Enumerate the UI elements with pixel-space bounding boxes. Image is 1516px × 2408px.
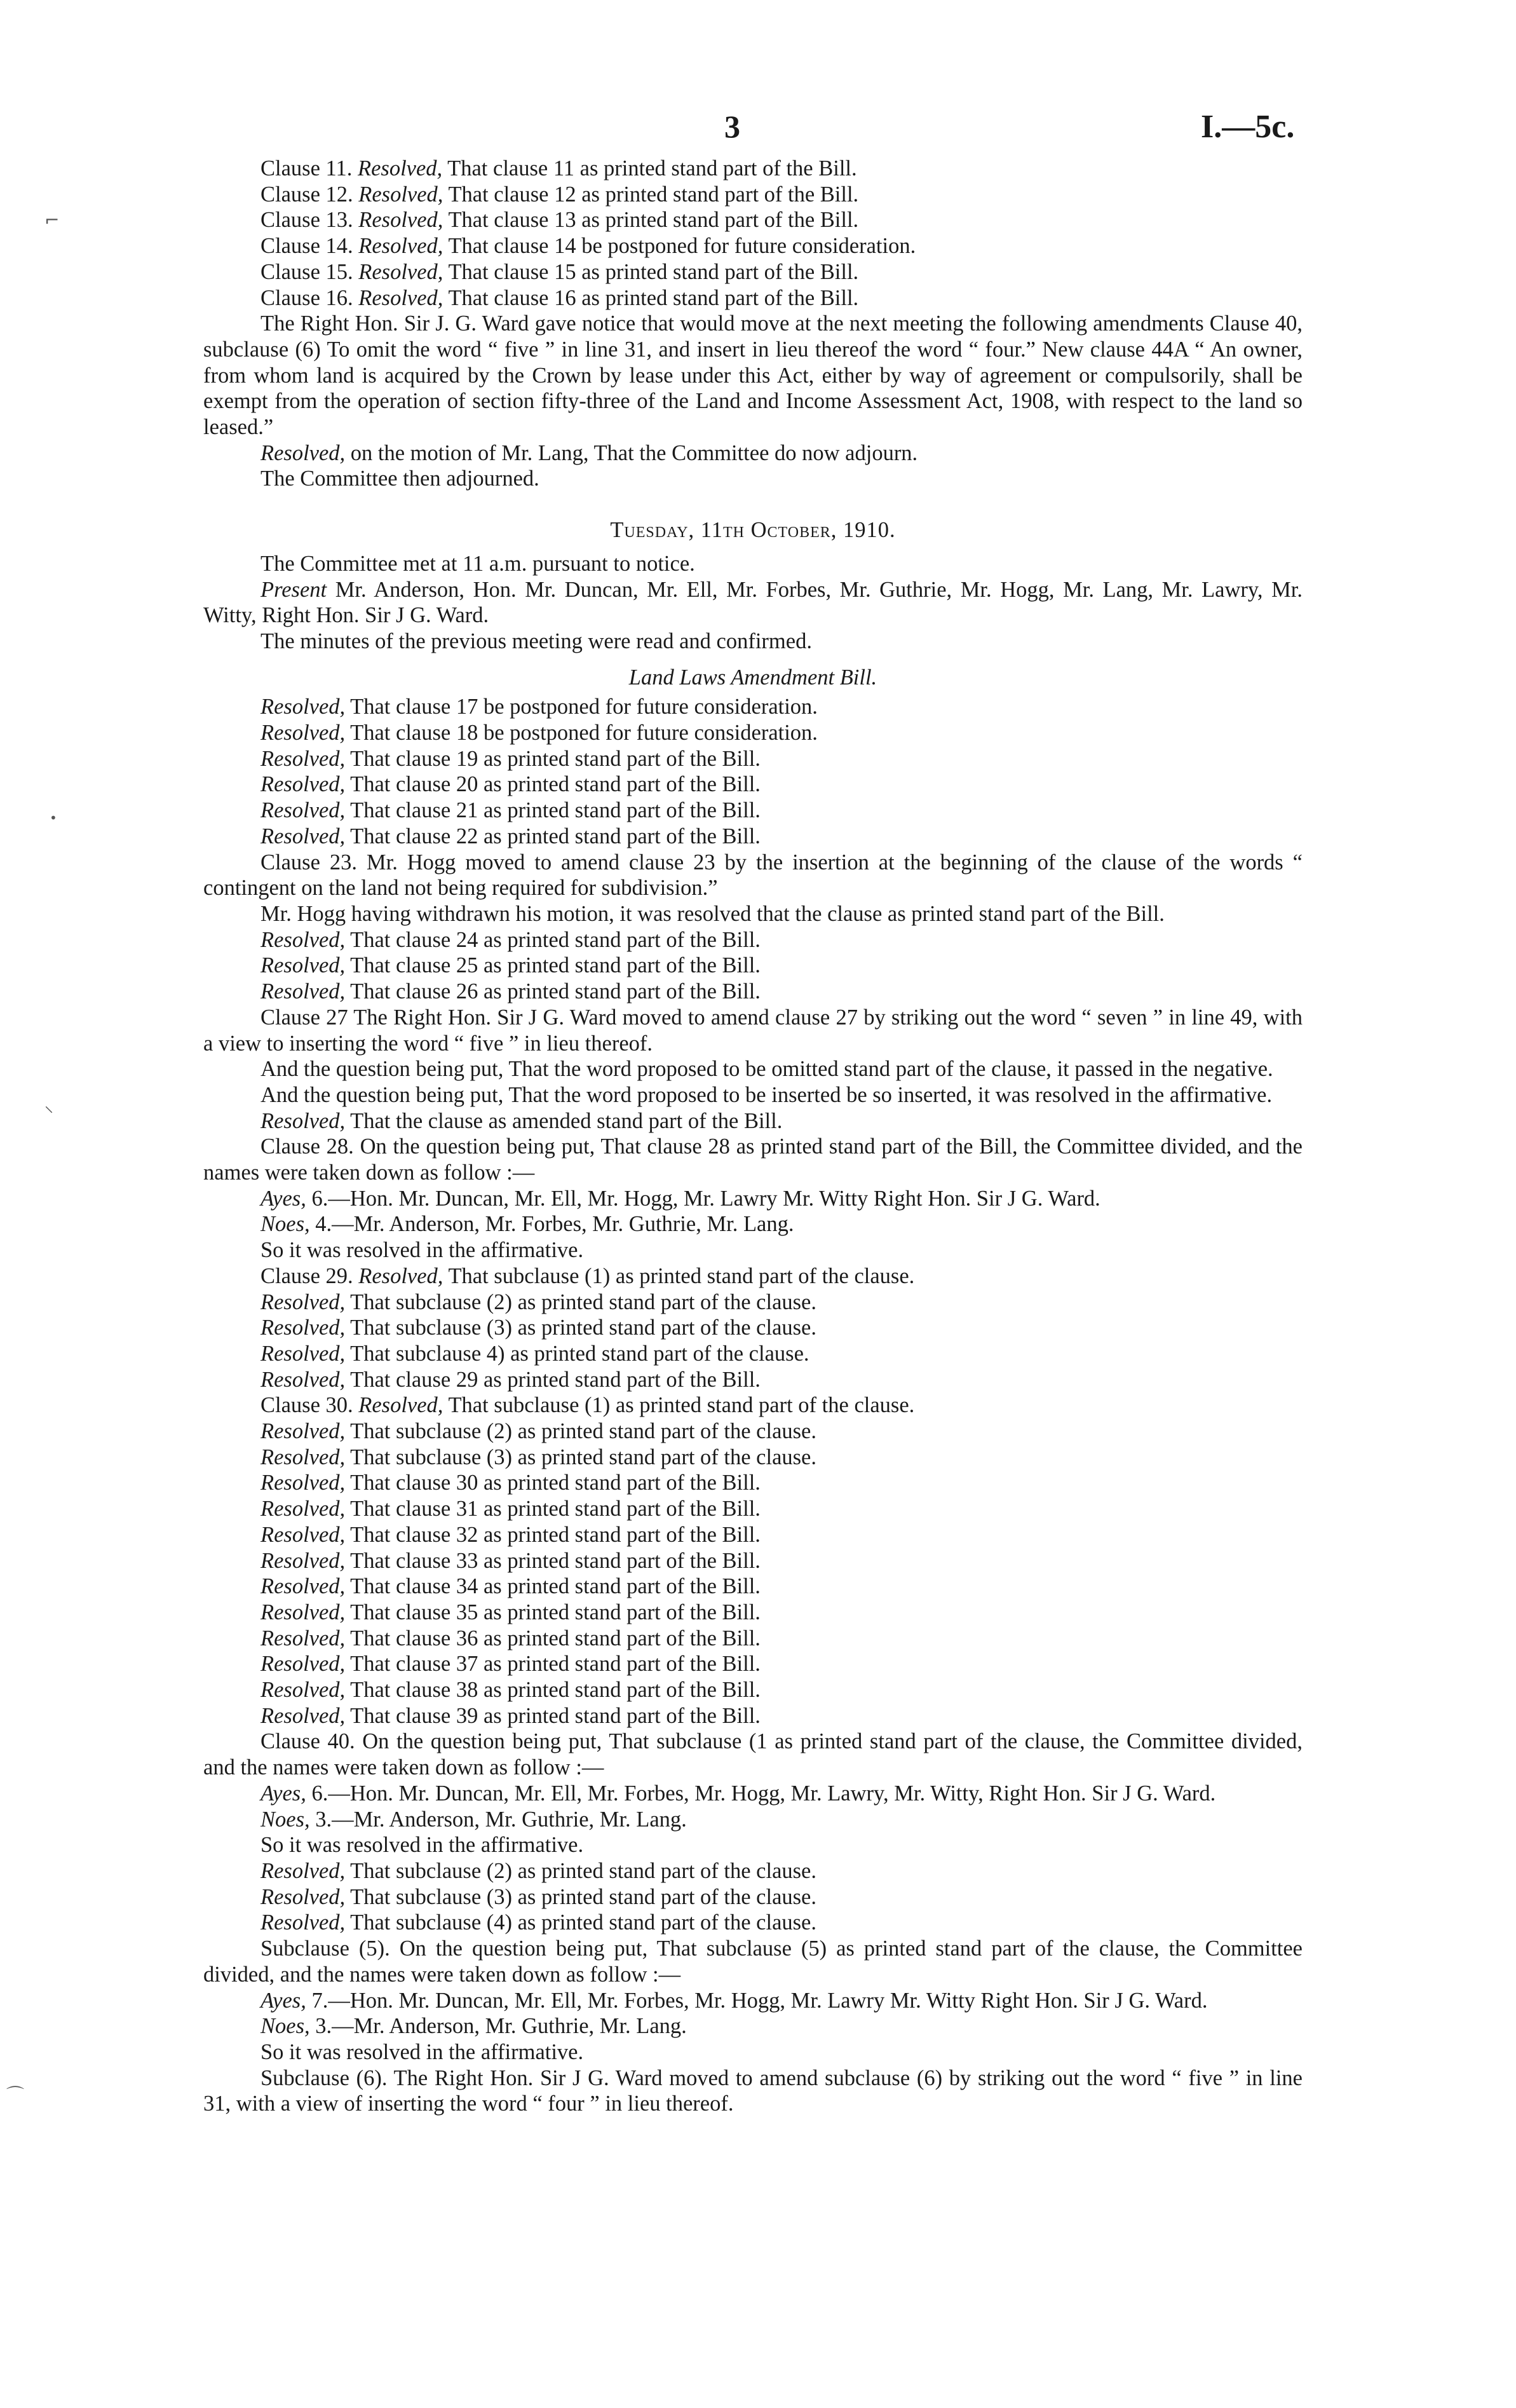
- hogg-withdrawn: Mr. Hogg having withdrawn his motion, it was resolved that the clause as printed stand part of the Bill.: [261, 901, 1165, 926]
- vote-noes: Noes, 3.—Mr. Anderson, Mr. Guthrie, Mr. Lang.: [261, 2014, 687, 2039]
- resolution-list-17-22: [203, 694, 1303, 849]
- clause-23-motion: Clause 23. Mr. Hogg moved to amend clause 23 by the insertion at the beginning of the clause of the words “ contingent on the land not being required for subdivision.”: [203, 850, 1303, 901]
- vote-noes: Noes, 4.—Mr. Anderson, Mr. Forbes, Mr. Guthrie, Mr. Lang.: [261, 1212, 794, 1237]
- clause-27-motion: Clause 27 The Right Hon. Sir J G. Ward moved to amend clause 27 by striking out the word “ seven ” in line 49, with a view to inserting the word “ five ” in lieu thereof.: [203, 1005, 1303, 1056]
- meeting-opened: The Committee met at 11 a.m. pursuant to notice.: [261, 551, 695, 576]
- page-number: 3: [724, 109, 740, 144]
- question-omit: And the question being put, That the word proposed to be omitted stand part of the clause, it passed in the negative.: [261, 1057, 1273, 1082]
- meeting-date-heading: Tuesday, 11th October, 1910.: [610, 518, 896, 543]
- resolution-line: Resolved, That clause 19 as printed stand part of the Bill.: [261, 746, 761, 771]
- resolution-list-30-39: [203, 1418, 1303, 1729]
- resolution-line: Clause 15. Resolved, That clause 15 as printed stand part of the Bill.: [261, 259, 859, 284]
- resolution-line: Resolved, That subclause (3) as printed stand part of the clause.: [261, 1316, 816, 1340]
- minutes-confirmed: The minutes of the previous meeting were read and confirmed.: [261, 629, 812, 653]
- resolution-line: Clause 11. Resolved, That clause 11 as printed stand part of the Bill.: [261, 156, 857, 180]
- parliamentary-paper-reference: I.—5c.: [1201, 109, 1295, 145]
- scan-mark: ⸜: [44, 1095, 54, 1116]
- resolution-list-40: [203, 1858, 1303, 1936]
- vote-ayes: Ayes, 6.—Hon. Mr. Duncan, Mr. Ell, Mr. Forbes, Mr. Hogg, Mr. Lawry, Mr. Witty, Right Hon. Sir J G. Ward.: [261, 1781, 1216, 1806]
- resolution-list-24-26: [203, 927, 1303, 1005]
- question-insert: And the question being put, That the word proposed to be inserted be so inserted, it was resolved in the affirmative.: [261, 1082, 1273, 1107]
- clause-29-lead: Clause 29. Resolved, That subclause (1) as printed stand part of the clause.: [261, 1263, 915, 1288]
- resolution-line: Resolved, That clause 25 as printed stand part of the Bill.: [261, 953, 761, 978]
- ward-notice-paragraph: The Right Hon. Sir J. G. Ward gave notice that would move at the next meeting the following amendments Clause 40, subclause (6) To omit the word “ five ” in line 31, and insert in lieu thereof the word “ four.” New clause 44A “ An owner, from whom land is acquired by the Crown by lease under this Act, either by way of agreement or compulsorily, shall be exempt from the operation of section fifty-three of the Land and Income Assessment Act, 1908, with respect to the land so leased.”: [203, 311, 1303, 440]
- clause-30-lead: Clause 30. Resolved, That subclause (1) as printed stand part of the clause.: [261, 1393, 915, 1418]
- scan-mark: ⌒: [6, 2085, 25, 2105]
- resolution-line: Clause 13. Resolved, That clause 13 as printed stand part of the Bill.: [261, 208, 859, 233]
- resolution-line: Resolved, That clause 17 be postponed for future consideration.: [261, 695, 818, 719]
- vote-noes: Noes, 3.—Mr. Anderson, Mr. Guthrie, Mr. Lang.: [261, 1807, 687, 1832]
- resolution-line: Resolved, That clause 21 as printed stand part of the Bill.: [261, 798, 761, 823]
- scan-mark: ⌐: [44, 210, 60, 231]
- clause-40-division: Clause 40. On the question being put, That subclause (1 as printed stand part of the clause, the Committee divided, and the names were taken down as follow :—: [203, 1729, 1303, 1780]
- subclause-5-division: Subclause (5). On the question being put, That subclause (5) as printed stand part of the clause, the Committee divided, and the names were taken down as follow :—: [203, 1936, 1303, 1987]
- clause-28-division: Clause 28. On the question being put, That clause 28 as printed stand part of the Bill, the Committee divided, and the names were taken down as follow :—: [203, 1134, 1303, 1185]
- resolution-line: Resolved, That clause 38 as printed stand part of the Bill.: [261, 1678, 761, 1703]
- resolution-line: Resolved, That clause 26 as printed stand part of the Bill.: [261, 979, 761, 1004]
- vote-ayes: Ayes, 7.—Hon. Mr. Duncan, Mr. Ell, Mr. Forbes, Mr. Hogg, Mr. Lawry Mr. Witty Right Hon. Sir J G. Ward.: [261, 1988, 1208, 2013]
- adjourn-motion: Resolved, on the motion of Mr. Lang, That the Committee do now adjourn.: [261, 440, 918, 465]
- present-list: Present Mr. Anderson, Hon. Mr. Duncan, Mr. Ell, Mr. Forbes, Mr. Guthrie, Mr. Hogg, Mr. Lang, Mr. Lawry, Mr. Witty, Right Hon. Sir J G. Ward.: [203, 577, 1303, 628]
- resolution-line: Resolved, That subclause (2) as printed stand part of the clause.: [261, 1419, 816, 1444]
- clause-list-11-16: [203, 156, 1303, 311]
- resolution-line: Resolved, That clause 33 as printed stand part of the Bill.: [261, 1548, 761, 1573]
- resolution-list-29: [203, 1289, 1303, 1393]
- resolution-line: Resolved, That clause 31 as printed stand part of the Bill.: [261, 1497, 761, 1521]
- subclause-6-motion: Subclause (6). The Right Hon. Sir J G. Ward moved to amend subclause (6) by striking out the word “ five ” in line 31, with a view of inserting the word “ four ” in lieu thereof.: [203, 2065, 1303, 2116]
- resolution-line: Resolved, That clause 36 as printed stand part of the Bill.: [261, 1626, 761, 1650]
- resolution-line: Resolved, That subclause (4) as printed stand part of the clause.: [261, 1910, 816, 1935]
- resolution-line: Resolved, That clause 18 be postponed for future consideration.: [261, 721, 818, 745]
- resolution-line: Resolved, That subclause 4) as printed stand part of the clause.: [261, 1341, 809, 1366]
- resolution-line: Resolved, That subclause (2) as printed stand part of the clause.: [261, 1289, 816, 1314]
- page-header: [0, 95, 1516, 146]
- resolution-line: Resolved, That clause 30 as printed stand part of the Bill.: [261, 1471, 761, 1495]
- resolution-line: Resolved, That clause 24 as printed stand part of the Bill.: [261, 927, 761, 952]
- vote-result: So it was resolved in the affirmative.: [261, 1833, 584, 1858]
- resolution-line: Resolved, That clause 32 as printed stand part of the Bill.: [261, 1522, 761, 1547]
- adjourned-line: The Committee then adjourned.: [261, 466, 539, 491]
- resolution-line: Resolved, That clause 39 as printed stand part of the Bill.: [261, 1703, 761, 1728]
- bill-title: Land Laws Amendment Bill.: [628, 665, 877, 690]
- resolution-line: Resolved, That subclause (3) as printed stand part of the clause.: [261, 1445, 816, 1469]
- scan-mark: •: [50, 810, 57, 826]
- vote-ayes: Ayes, 6.—Hon. Mr. Duncan, Mr. Ell, Mr. Hogg, Mr. Lawry Mr. Witty Right Hon. Sir J G. Ward.: [261, 1186, 1100, 1211]
- resolution-line: Resolved, That subclause (2) as printed stand part of the clause.: [261, 1859, 816, 1883]
- minutes-body: [203, 156, 1303, 2117]
- vote-result: So it was resolved in the affirmative.: [261, 2039, 584, 2064]
- resolution-line: Clause 14. Resolved, That clause 14 be postponed for future consideration.: [261, 234, 916, 259]
- resolution-line: Resolved, That clause 34 as printed stand part of the Bill.: [261, 1574, 761, 1599]
- vote-result: So it was resolved in the affirmative.: [261, 1238, 584, 1263]
- resolution-line: Clause 16. Resolved, That clause 16 as printed stand part of the Bill.: [261, 285, 859, 310]
- resolution-line: Resolved, That clause 29 as printed stand part of the Bill.: [261, 1367, 761, 1392]
- resolution-line: Resolved, That clause 20 as printed stand part of the Bill.: [261, 772, 761, 797]
- resolution-line: Resolved, That clause 22 as printed stand part of the Bill.: [261, 824, 761, 848]
- resolution-line: Clause 12. Resolved, That clause 12 as printed stand part of the Bill.: [261, 182, 859, 207]
- resolution-line: Resolved, That clause 37 as printed stand part of the Bill.: [261, 1652, 761, 1677]
- resolution-line: Resolved, That clause 35 as printed stand part of the Bill.: [261, 1600, 761, 1624]
- resolution-line: Resolved, That subclause (3) as printed stand part of the clause.: [261, 1884, 816, 1909]
- clause-27-resolved: Resolved, That the clause as amended stand part of the Bill.: [261, 1108, 783, 1133]
